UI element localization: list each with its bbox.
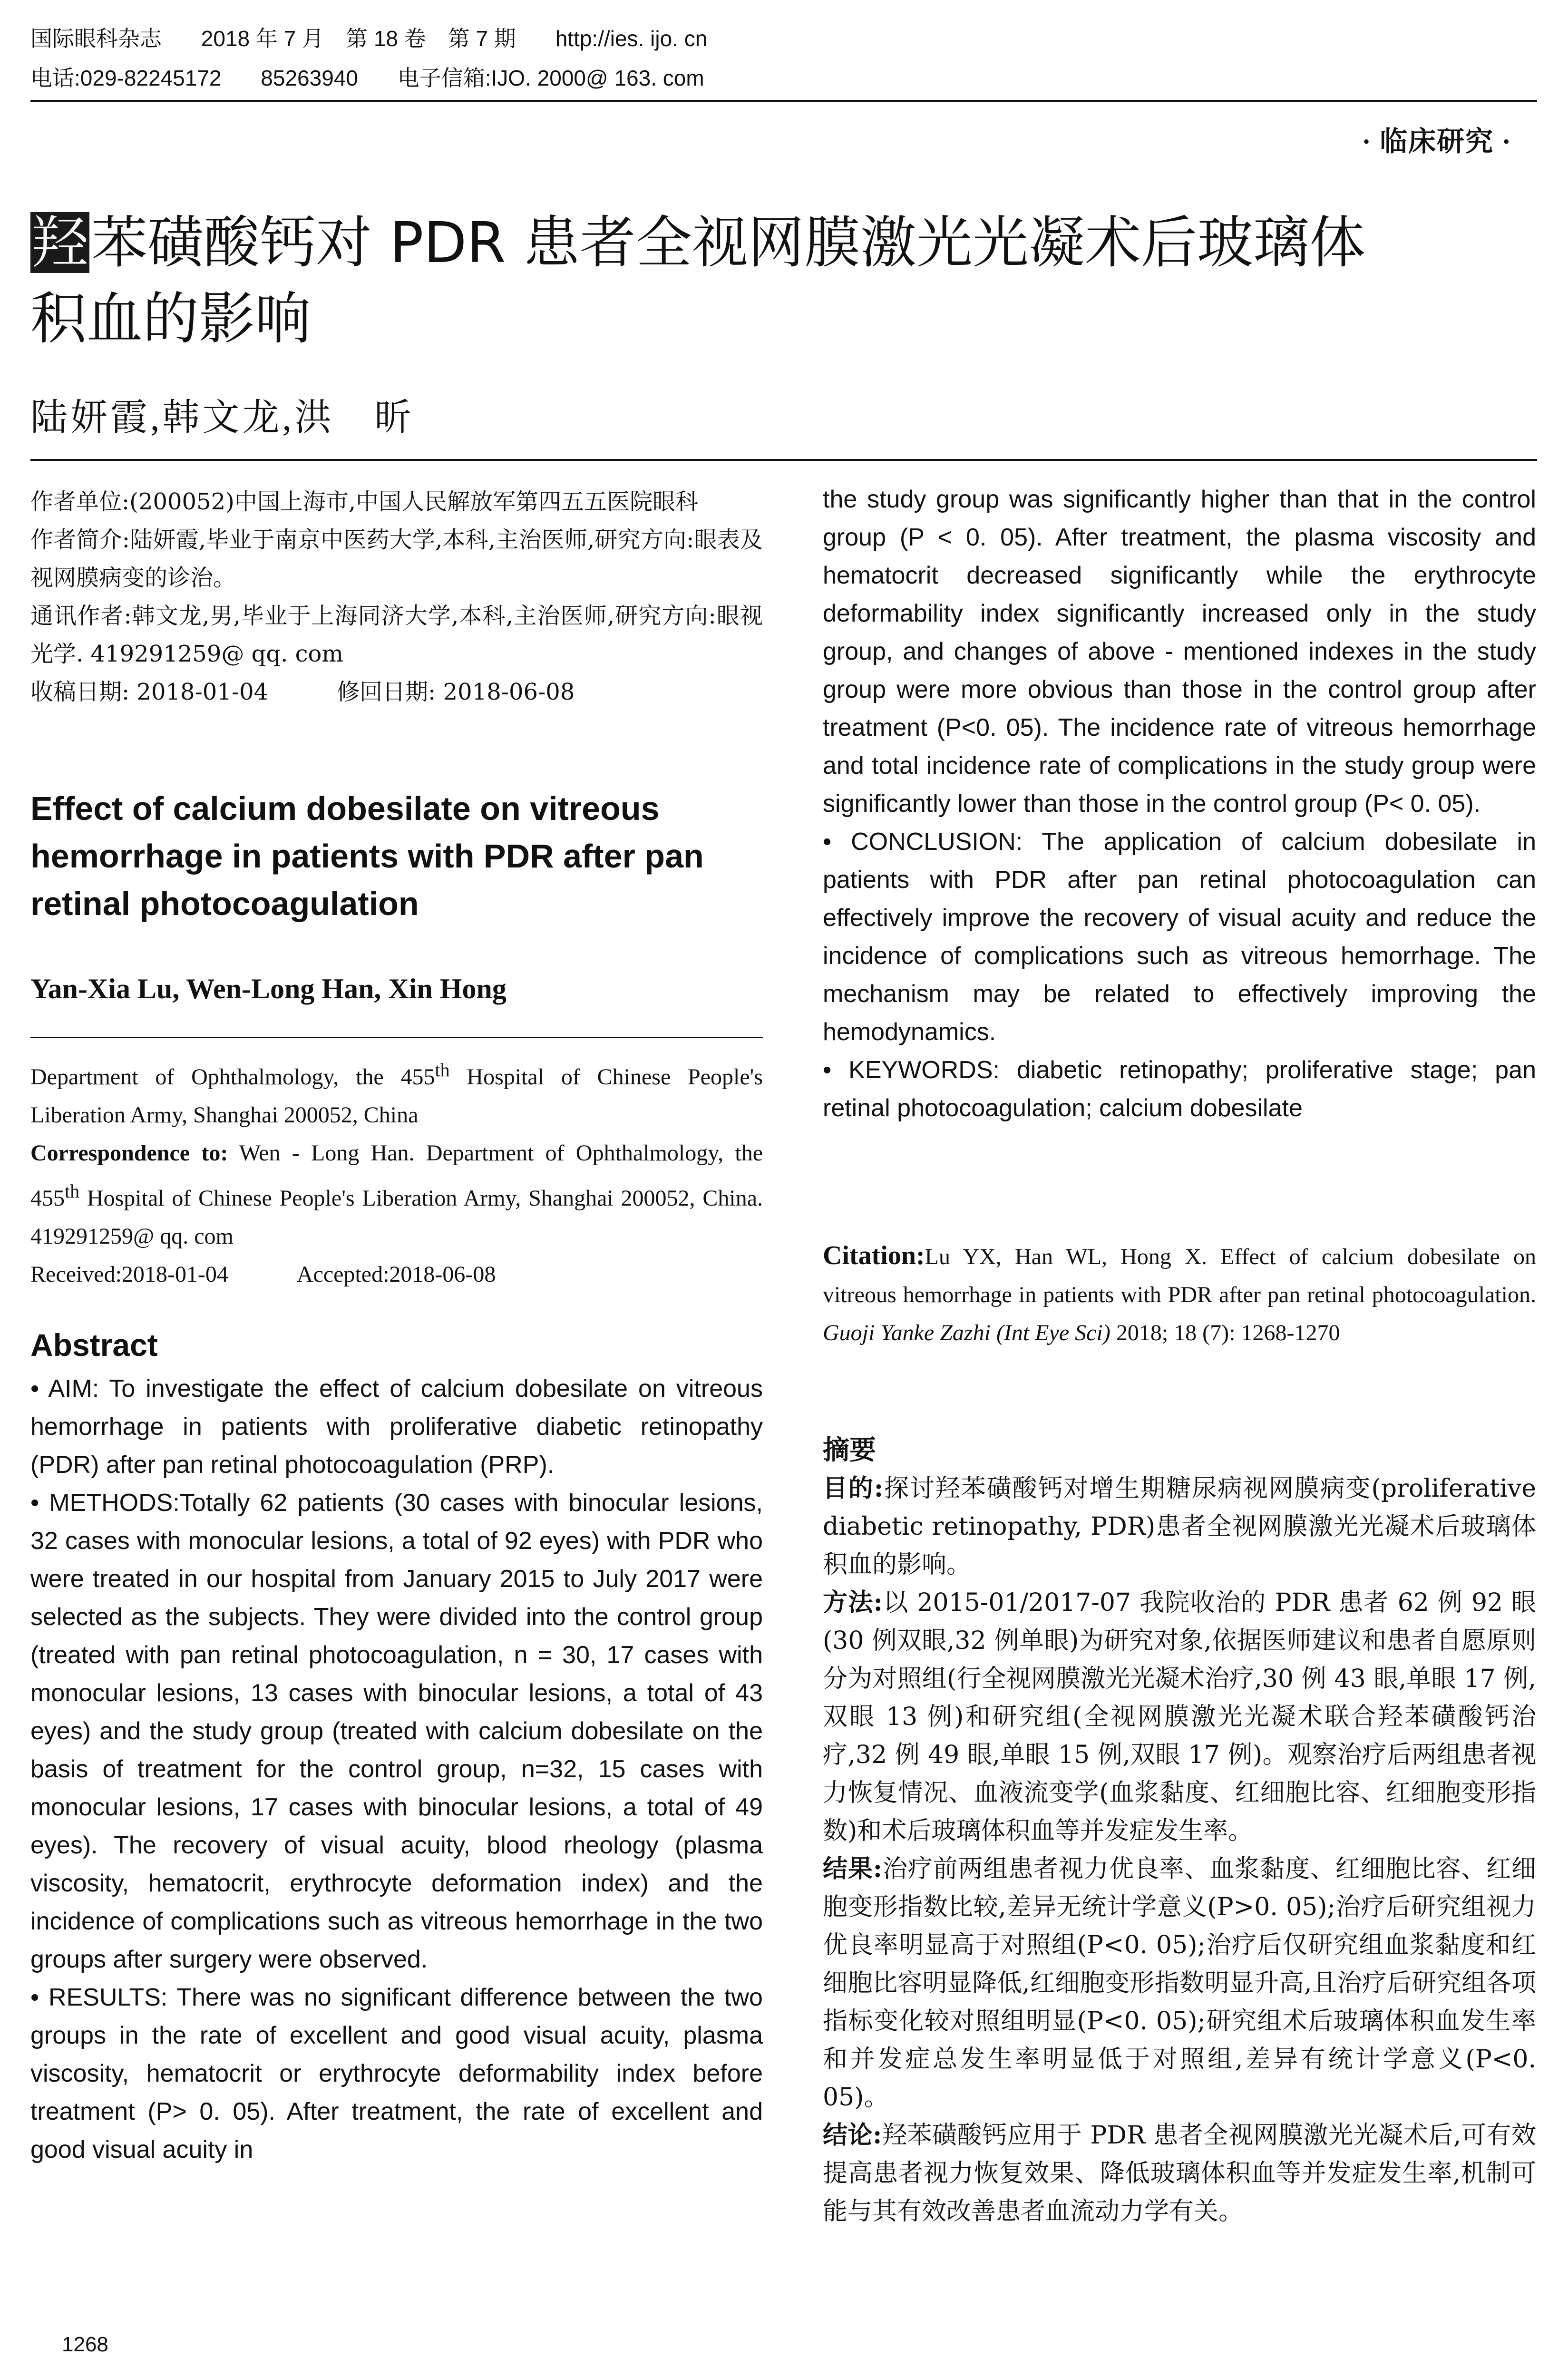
abstract-aim	[30, 1370, 763, 1484]
abstract-left	[30, 1370, 763, 2169]
correspondence-label: Correspondence to:	[30, 1140, 228, 1166]
keywords-label: • KEYWORDS:	[823, 1056, 1000, 1084]
abstract-cn	[823, 1470, 1536, 2231]
section-tag: · 临床研究 ·	[1362, 126, 1512, 157]
abstract-cn-conclusion	[823, 2116, 1536, 2231]
corr-sup: th	[65, 1180, 80, 1202]
title-line1: 苯磺酸钙对 PDR 患者全视网膜激光光凝术后玻璃体	[91, 210, 1366, 275]
issue-info: 2018 年 7 月 第 18 卷 第 7 期	[201, 26, 516, 51]
affil-en-dates: Received:2018-01-04 Accepted:2018-06-08	[30, 1262, 496, 1287]
abstract-cn-results	[823, 1850, 1536, 2116]
article-title	[30, 205, 1538, 357]
phone: 电话:029-82245172	[30, 66, 222, 90]
results-label: • RESULTS:	[30, 1984, 168, 2011]
abstract-cn-methods	[823, 1584, 1536, 1850]
journal-name: 国际眼科杂志	[30, 26, 162, 51]
title-en: Effect of calcium dobesilate on vitreous hemorrhage in patients with PDR after pan retinal photocoagulation	[30, 790, 704, 922]
running-header-line1	[30, 24, 740, 53]
cn-conclusion-label: 结论:	[823, 2121, 882, 2150]
journal-url[interactable]: http://ies. ijo. cn	[555, 26, 708, 51]
cn-results-text: 治疗前两组患者视力优良率、血浆黏度、红细胞比容、红细胞变形指数比较,差异无统计学意义(P>0. 05);治疗后研究组视力优良率明显高于对照组(P<0. 05);治疗后仅研究组血浆黏度和红细胞比容明显降低,红细胞变形指数明显升高,且治疗后研究组各项指标变化较对照组明显(P<0. 05);研究组术后玻璃体积血发生率和并发症总发生率明显低于对照组,差异有统计学意义(P<0. 05)。	[823, 1855, 1536, 2112]
cn-aim-text: 探讨羟苯磺酸钙对增生期糖尿病视网膜病变(proliferative diabetic retinopathy, PDR)患者全视网膜激光光凝术后玻璃体积血的影响。	[823, 1474, 1536, 1579]
authors-en: Yan-Xia Lu, Wen-Long Han, Xin Hong	[30, 973, 506, 1004]
abstract-cn-heading: 摘要	[823, 1435, 876, 1466]
methods-label: • METHODS:	[30, 1489, 180, 1517]
abstract-conclusion	[823, 823, 1536, 1051]
aim-text: To investigate the effect of calcium dobesilate on vitreous hemorrhage in patients with proliferative diabetic retinopathy (PDR) after pan retinal photocoagulation (PRP).	[30, 1375, 763, 1479]
abstract-keywords	[823, 1051, 1536, 1127]
email[interactable]: 电子信箱:IJO. 2000@ 163. com	[397, 66, 704, 90]
affil-author-intro: 作者简介:陆妍霞,毕业于南京中医药大学,本科,主治医师,研究方向:眼表及视网膜病变的诊治。	[30, 526, 763, 591]
abstract-right	[823, 480, 1536, 1127]
dept-text-a: Department of Ophthalmology, the 455	[30, 1064, 435, 1090]
conclusion-text: The application of calcium dobesilate in patients with PDR after pan retinal photocoagulation can effectively improve the recovery of visual acuity and reduce the incidence of complications such as vitreous hemorrhage. The mechanism may be related to effectively improving the hemodynamics.	[823, 828, 1536, 1046]
abstract-heading: Abstract	[30, 1327, 158, 1363]
abstract-results-b: the study group was significantly higher than that in the control group (P < 0. 05). After treatment, the plasma viscosity and hematocrit decreased significantly while the erythrocyte deformability index significantly increased only in the study group, and changes of above - mentioned indexes in the study group were more obvious than those in the control group after treatment (P<0. 05). The incidence rate of vitreous hemorrhage and total incidence rate of complications in the study group were significantly lower than those in the control group (P< 0. 05).	[823, 486, 1536, 818]
authors-rule	[30, 1037, 763, 1038]
citation-text: Lu YX, Han WL, Hong X. Effect of calcium dobesilate on vitreous hemorrhage in patients with PDR after pan retinal photocoagulation.	[823, 1244, 1536, 1307]
corr-text-a: Wen - Long Han. Department of Ophthalmology, the 455	[30, 1140, 763, 1211]
affil-en-dept	[30, 1051, 763, 1134]
running-header-line2	[30, 63, 738, 93]
header-rule	[30, 100, 1537, 102]
results-text-a: There was no significant difference between the two groups in the rate of excellent and good visual acuity, plasma viscosity, hematocrit or erythrocyte deformability index before treatment (P> 0. 05). After treatment, the rate of excellent and good visual acuity in	[30, 1984, 763, 2163]
cn-results-label: 结果:	[823, 1854, 882, 1883]
affil-dates: 收稿日期: 2018-01-04 修回日期: 2018-06-08	[30, 679, 575, 705]
title-first-char: 羟	[30, 212, 89, 273]
affiliation-en	[30, 1051, 763, 1294]
affil-correspondence: 通讯作者:韩文龙,男,毕业于上海同济大学,本科,主治医师,研究方向:眼视光学. 419291259@ qq. com	[30, 603, 763, 667]
phone-2: 85263940	[261, 66, 358, 90]
cn-methods-label: 方法:	[823, 1588, 883, 1617]
title-line2: 积血的影响	[30, 286, 312, 351]
affiliation-cn	[30, 483, 763, 711]
title-rule	[30, 459, 1537, 461]
citation-journal: Guoji Yanke Zazhi (Int Eye Sci)	[823, 1320, 1110, 1345]
abstract-methods	[30, 1484, 763, 1978]
aim-label: • AIM:	[30, 1375, 99, 1403]
methods-text: Totally 62 patients (30 cases with binocular lesions, 32 cases with monocular lesions, a total of 92 eyes) with PDR who were treated in our hospital from January 2015 to July 2017 were selected as the subjects. They were divided into the control group (treated with pan retinal photocoagulation, n = 30, 17 cases with monocular lesions, 13 cases with binocular lesions, a total of 43 eyes) and the study group (treated with calcium dobesilate on the basis of treatment for the control group, n=32, 15 cases with monocular lesions, 17 cases with binocular lesions, a total of 49 eyes). The recovery of visual acuity, blood rheology (plasma viscosity, hematocrit, erythrocyte deformation index) and the incidence of complications such as vitreous hemorrhage in the two groups after surgery were observed.	[30, 1489, 763, 1973]
conclusion-label: • CONCLUSION:	[823, 828, 1023, 856]
corr-text-b: Hospital of Chinese People's Liberation Army, Shanghai 200052, China. 419291259@ qq. com	[30, 1186, 763, 1249]
dept-sup: th	[435, 1059, 450, 1081]
keywords-text: diabetic retinopathy; proliferative stage; pan retinal photocoagulation; calcium dobesilate	[823, 1056, 1537, 1122]
cn-conclusion-text: 羟苯磺酸钙应用于 PDR 患者全视网膜激光光凝术后,可有效提高患者视力恢复效果、降低玻璃体积血等并发症发生率,机制可能与其有效改善患者血流动力学有关。	[823, 2121, 1536, 2226]
abstract-cn-aim	[823, 1470, 1536, 1584]
cn-aim-label: 目的:	[823, 1474, 884, 1503]
page-number: 1268	[62, 2333, 108, 2356]
dept-text-b: Hospital of Chinese People's Liberation Army, Shanghai 200052, China	[30, 1064, 763, 1128]
citation-tail: 2018; 18 (7): 1268-1270	[1110, 1320, 1340, 1345]
abstract-results-a	[30, 1978, 763, 2169]
affil-en-correspondence	[30, 1134, 763, 1256]
cn-methods-text: 以 2015-01/2017-07 我院收治的 PDR 患者 62 例 92 眼(30 例双眼,32 例单眼)为研究对象,依据医师建议和患者自愿原则分为对照组(行全视网膜激光光凝术治疗,30 例 43 眼,单眼 17 例,双眼 13 例)和研究组(全视网膜激光光凝术联合羟苯磺酸钙治疗,32 例 49 眼,单眼 15 例,双眼 17 例)。观察治疗后两组患者视力恢复情况、血液流变学(血浆黏度、红细胞比容、红细胞变形指数)和术后玻璃体积血等并发症发生率。	[823, 1588, 1536, 1845]
authors-cn: 陆妍霞,韩文龙,洪 昕	[30, 397, 415, 438]
citation-label: Citation:	[823, 1241, 925, 1270]
citation	[823, 1237, 1536, 1352]
affil-unit: 作者单位:(200052)中国上海市,中国人民解放军第四五五医院眼科	[30, 488, 699, 515]
